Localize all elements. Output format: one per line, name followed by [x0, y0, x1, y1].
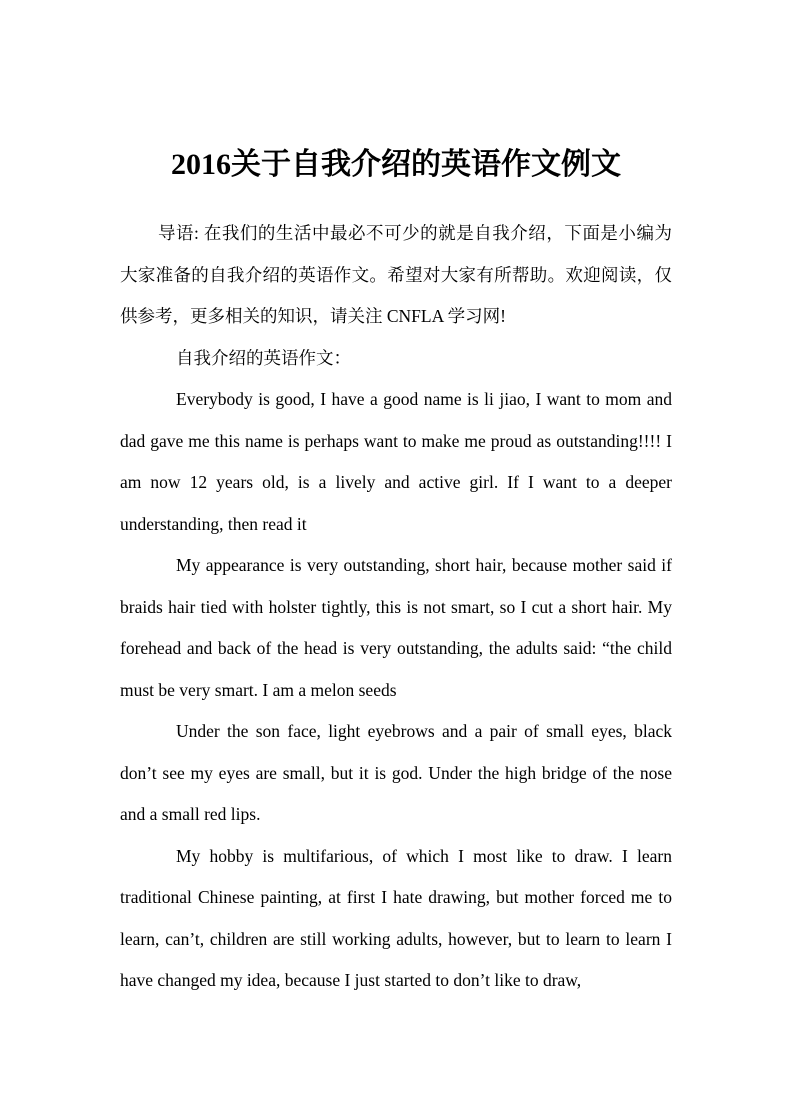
paragraph: My appearance is very outstanding, short hair, because mother said if braids hair tied with holster tightly, this is not smart, so I cut a short hair. My forehead and back of the head is very outstanding, the adults said: “the child must be very smart. I am a melon seeds — [120, 555, 672, 700]
paragraph-intro: 导语: 在我们的生活中最必不可少的就是自我介绍，下面是小编为大家准备的自我介绍的英语作文。希望对大家有所帮助。欢迎阅读，仅供参考，更多相关的知识，请关注 CNFLA 学习网! — [120, 223, 672, 326]
paragraph-subheading: 自我介绍的英语作文： — [176, 347, 351, 368]
document-title: 2016关于自我介绍的英语作文例文 — [171, 148, 621, 181]
paragraph: My hobby is multifarious, of which I most like to draw. I learn traditional Chinese painting, at first I hate drawing, but mother forced me to learn, can’t, children are still working adults, however, but to learn to learn I have changed my idea, because I just started to don’t like to draw, — [120, 845, 672, 990]
paragraph: Everybody is good, I have a good name is li jiao, I want to mom and dad gave me this name is perhaps want to make me proud as outstanding!!!! I am now 12 years old, is a lively and active girl. If I want to a deeper understanding, then read it — [120, 389, 672, 534]
paragraph: Under the son face, light eyebrows and a pair of small eyes, black don’t see my eyes are small, but it is god. Under the high bridge of the nose and a small red lips. — [120, 721, 672, 824]
document-body — [120, 213, 672, 1002]
